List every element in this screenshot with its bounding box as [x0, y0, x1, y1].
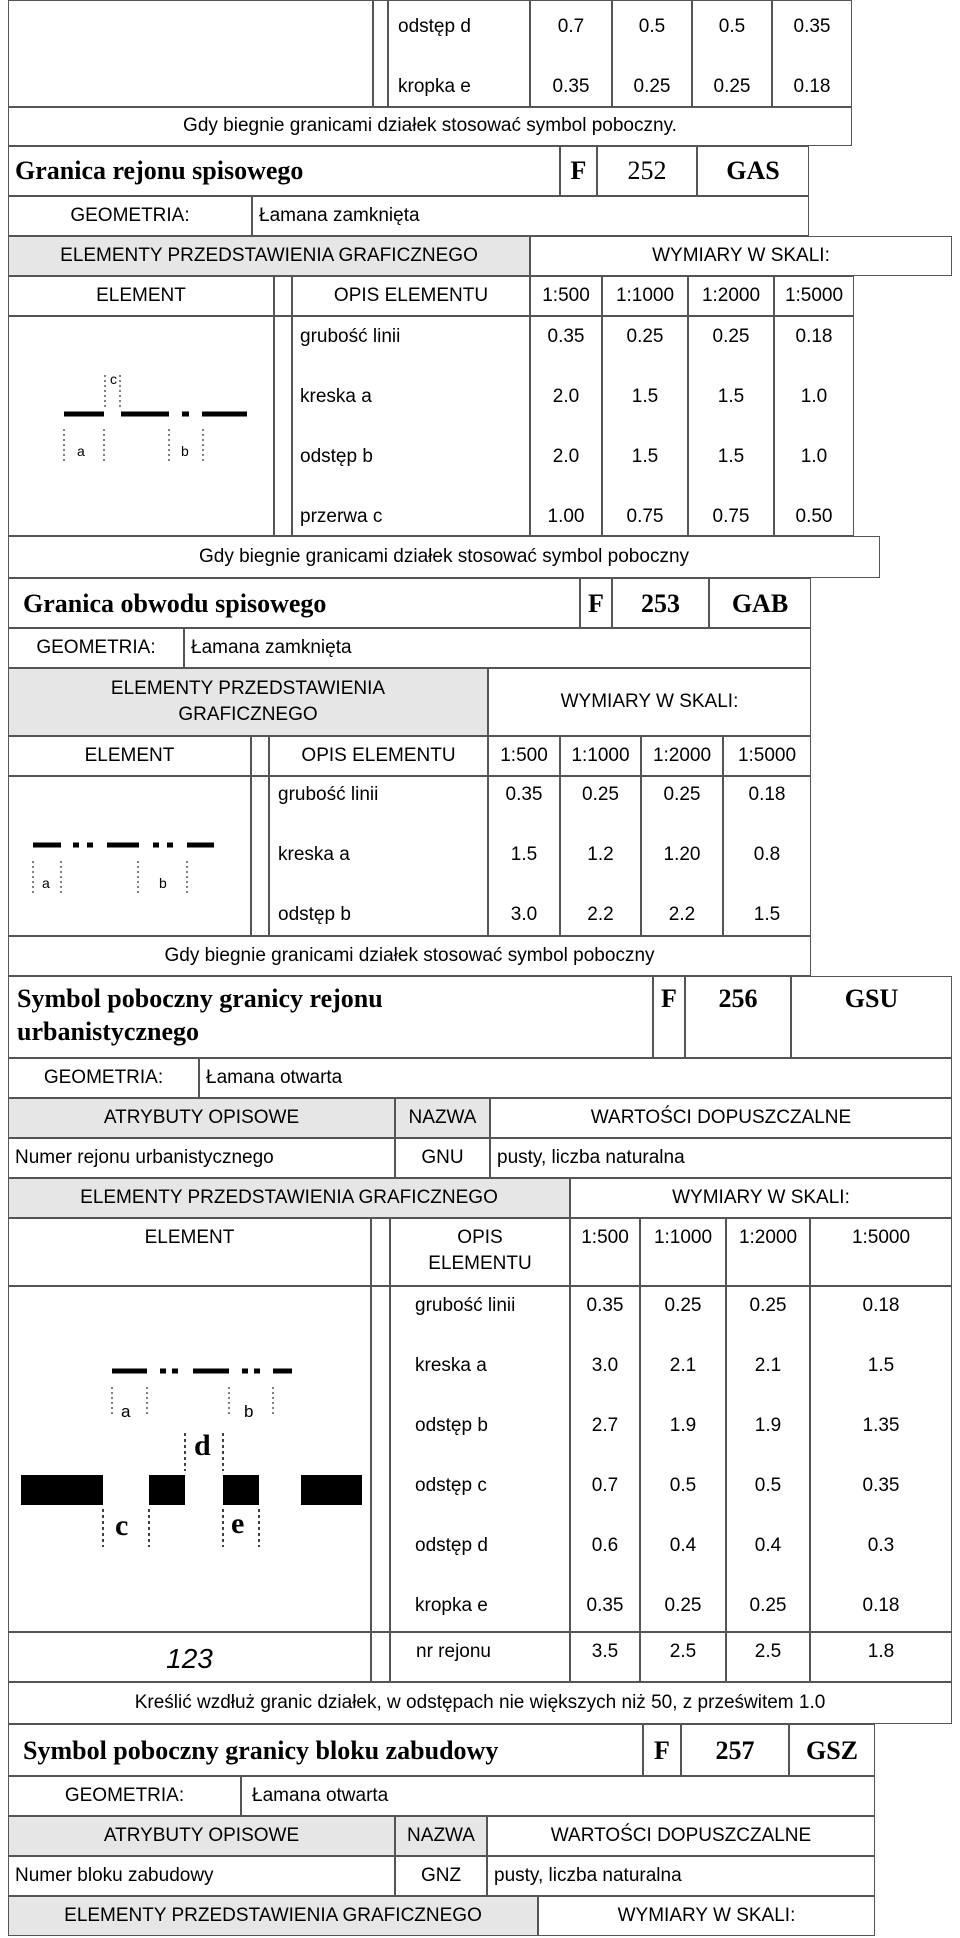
number-cell	[681, 1724, 789, 1776]
value: 1.9	[754, 1415, 782, 1436]
scale-header: WYMIARY W SKALI:	[652, 245, 830, 266]
f-cell	[653, 976, 685, 1058]
geometry-label-cell	[8, 1058, 199, 1098]
col-element-cell	[8, 276, 274, 316]
col-element-cell	[8, 736, 251, 776]
label-a: a	[42, 875, 50, 891]
attr-code-cell	[395, 1138, 490, 1178]
sample-number: 123	[166, 1643, 213, 1674]
scale-cell	[560, 736, 641, 776]
value: 0.25	[712, 326, 750, 347]
nazwa-header-cell	[395, 1098, 490, 1138]
attr-header-cell	[8, 1098, 395, 1138]
value: 0.4	[754, 1535, 782, 1556]
col-opis-cell	[390, 1218, 570, 1286]
col-element-cell	[8, 1218, 371, 1286]
spacer-cell	[274, 316, 292, 536]
note-row	[8, 1682, 952, 1724]
scale-cell	[530, 276, 602, 316]
value: 0.50	[795, 506, 833, 527]
nazwa-header-cell	[395, 1816, 487, 1856]
scale-cell	[726, 1218, 810, 1286]
row-name: kropka e	[398, 76, 471, 97]
attr-code-cell	[395, 1856, 487, 1896]
value-col	[570, 1286, 640, 1632]
geometry-value: Łamana otwarta	[206, 1067, 343, 1088]
graphic-header: ELEMENTY PRZEDSTAWIENIA GRAFICZNEGO	[80, 1187, 498, 1208]
scale-header: WYMIARY W SKALI:	[617, 1905, 796, 1926]
note-text: Gdy biegnie granicami działek stosować symbol poboczny.	[183, 115, 677, 136]
col-opis: OPIS ELEMENTU	[333, 285, 489, 306]
value: 1.5	[631, 386, 659, 407]
symbol-number: 252	[627, 156, 667, 185]
attr-values: pusty, liczba naturalna	[494, 1865, 682, 1886]
section-title: Granica rejonu spisowego	[15, 156, 304, 185]
label-b: b	[181, 443, 189, 459]
scale-cell	[488, 736, 560, 776]
scale-cell	[723, 736, 811, 776]
symbol-number: 256	[718, 984, 758, 1013]
code-cell	[697, 146, 809, 196]
f-label: F	[588, 589, 604, 618]
label-c: c	[115, 1509, 129, 1542]
value: 1.5	[631, 446, 659, 467]
value: 1.9	[669, 1415, 697, 1436]
col-element: ELEMENT	[84, 745, 175, 766]
label-a: a	[77, 443, 85, 459]
symbol-number: 257	[715, 1736, 755, 1765]
f-cell	[560, 146, 597, 196]
value: 1.5	[753, 904, 781, 925]
value-col	[640, 1286, 726, 1632]
value: 0.35	[552, 76, 590, 97]
row-name: odstęp c	[415, 1475, 487, 1496]
values-header: WARTOŚCI DOPUSZCZALNE	[550, 1825, 812, 1846]
element-graphic-cell	[8, 316, 274, 536]
spacer-cell	[371, 1286, 390, 1632]
attr-name-cell	[8, 1856, 395, 1896]
f-label: F	[570, 156, 587, 185]
value: 1.0	[800, 386, 828, 407]
scale-label: 1:500	[500, 745, 548, 766]
graphic-header-cell	[8, 1896, 538, 1936]
geometry-label: GEOMETRIA:	[70, 205, 190, 226]
value-col	[774, 316, 854, 536]
value: 3.5	[591, 1641, 619, 1662]
code-cell	[789, 1724, 875, 1776]
value: 1.2	[587, 844, 614, 865]
scale-label: 1:2000	[701, 285, 761, 306]
value: 1.5	[867, 1355, 895, 1376]
spacer-cell	[251, 736, 269, 776]
attr-header: ATRYBUTY OPISOWE	[103, 1825, 300, 1846]
col-opis-line2: ELEMENTU	[428, 1253, 532, 1274]
attr-code: GNZ	[420, 1865, 462, 1886]
label-c: c	[110, 371, 117, 387]
col-opis-cell	[292, 276, 530, 316]
value: 1.5	[717, 386, 745, 407]
geometry-value-cell	[241, 1776, 875, 1816]
attr-values: pusty, liczba naturalna	[497, 1147, 685, 1168]
element-graphic-cell	[8, 1286, 371, 1632]
geometry-value-cell	[252, 196, 809, 236]
value: 0.8	[753, 844, 781, 865]
scale-label: 1:500	[581, 1227, 629, 1248]
value-cell	[810, 1632, 952, 1682]
row-name: odstęp b	[300, 446, 373, 467]
value: 0.35	[586, 1295, 624, 1316]
note-row	[8, 536, 880, 578]
geometry-value: Łamana otwarta	[252, 1785, 389, 1806]
scale-label: 1:1000	[571, 745, 630, 766]
value: 0.7	[557, 16, 585, 37]
value: 0.75	[712, 506, 750, 527]
geometry-value-cell	[199, 1058, 952, 1098]
value: 0.18	[748, 784, 786, 805]
value: 3.0	[510, 904, 538, 925]
desc-cell	[390, 1632, 570, 1682]
attr-name-cell	[8, 1138, 395, 1178]
value-col	[726, 1286, 810, 1632]
value: 2.0	[552, 386, 580, 407]
geometry-label-cell	[8, 1776, 241, 1816]
scale-label: 1:5000	[851, 1227, 911, 1248]
value: 2.7	[591, 1415, 619, 1436]
f-label: F	[654, 1736, 670, 1765]
section-title-line1: Symbol poboczny granicy rejonu	[17, 984, 383, 1013]
row-name: przerwa c	[300, 506, 383, 527]
value: 2.2	[587, 904, 614, 925]
section-title: Granica obwodu spisowego	[23, 589, 327, 618]
scale-label: 1:1000	[653, 1227, 713, 1248]
graphic-header-cell	[8, 236, 530, 276]
attr-name: Numer rejonu urbanistycznego	[15, 1147, 274, 1168]
col-element: ELEMENT	[96, 285, 186, 306]
attr-header: ATRYBUTY OPISOWE	[103, 1107, 300, 1128]
values-header-cell	[487, 1816, 875, 1856]
value: 0.35	[586, 1595, 624, 1616]
row-name: nr rejonu	[416, 1641, 491, 1662]
scale-cell	[641, 736, 723, 776]
scale-header-cell	[530, 236, 952, 276]
row-name: odstęp b	[278, 904, 351, 925]
row-name: kropka e	[415, 1595, 488, 1616]
f-label: F	[661, 984, 677, 1013]
section-title-cell	[8, 578, 580, 628]
scale-cell	[810, 1218, 952, 1286]
code-cell	[709, 578, 811, 628]
spacer-cell	[371, 1218, 390, 1286]
note-text: Kreślić wzdłuż granic działek, w odstępach nie większych niż 50, z prześwitem 1.0	[134, 1692, 826, 1713]
value: 0.25	[713, 76, 751, 97]
row-name: odstęp d	[398, 16, 471, 37]
row-name: grubość linii	[415, 1295, 516, 1316]
number-cell	[685, 976, 791, 1058]
value: 0.3	[867, 1535, 895, 1556]
attr-code: GNU	[421, 1147, 464, 1168]
value: 0.7	[591, 1475, 619, 1496]
value-cell	[726, 1632, 810, 1682]
value: 0.25	[582, 784, 619, 805]
row-name: kreska a	[415, 1355, 487, 1376]
scale-label: 1:500	[542, 285, 590, 306]
f-cell	[643, 1724, 681, 1776]
scale-cell	[688, 276, 774, 316]
col-opis-cell	[269, 736, 488, 776]
number-cell	[612, 578, 709, 628]
col-opis: OPIS ELEMENTU	[301, 745, 456, 766]
f-cell	[580, 578, 612, 628]
scale-header: WYMIARY W SKALI:	[672, 1187, 850, 1208]
line-symbol-253	[9, 777, 252, 937]
geometry-value: Łamana zamknięta	[259, 205, 420, 226]
scale-header-cell	[538, 1896, 875, 1936]
value: 1.5	[717, 446, 745, 467]
value: 2.5	[669, 1641, 697, 1662]
section-title-line2: urbanistycznego	[17, 1017, 199, 1046]
geometry-label-cell	[8, 196, 252, 236]
graphic-header-cell	[8, 668, 488, 736]
row-name: kreska a	[278, 844, 350, 865]
desc-cell	[292, 316, 530, 536]
value: 0.35	[862, 1475, 900, 1496]
graphic-header: ELEMENTY PRZEDSTAWIENIA GRAFICZNEGO	[60, 245, 478, 266]
graphic-header: ELEMENTY PRZEDSTAWIENIA GRAFICZNEGO	[64, 1905, 482, 1926]
section-title-cell	[8, 976, 653, 1058]
number-cell	[597, 146, 697, 196]
values-header: WARTOŚCI DOPUSZCZALNE	[590, 1107, 852, 1128]
value-cell	[640, 1632, 726, 1682]
scale-label: 1:1000	[615, 285, 675, 306]
note-text: Gdy biegnie granicami działek stosować symbol poboczny	[164, 945, 655, 966]
top-spacer-cell	[373, 0, 388, 107]
value: 0.25	[749, 1295, 787, 1316]
scale-header-cell	[570, 1178, 952, 1218]
values-header-cell	[490, 1098, 952, 1138]
symbol-code: GSZ	[805, 1736, 859, 1765]
value: 0.18	[862, 1295, 900, 1316]
value: 2.2	[668, 904, 696, 925]
value: 2.0	[552, 446, 580, 467]
value: 0.25	[633, 76, 671, 97]
value: 0.4	[669, 1535, 697, 1556]
scale-header: WYMIARY W SKALI:	[560, 691, 739, 712]
row-name: kreska a	[300, 386, 372, 407]
value: 2.1	[669, 1355, 697, 1376]
scale-label: 1:2000	[738, 1227, 798, 1248]
value: 0.25	[664, 1295, 702, 1316]
scale-label: 1:5000	[784, 285, 844, 306]
graphic-header-line2: GRAFICZNEGO	[178, 704, 318, 725]
attr-name: Numer bloku zabudowy	[15, 1865, 214, 1886]
value-col	[530, 316, 602, 536]
top-element-cell	[8, 0, 373, 107]
value: 0.5	[669, 1475, 697, 1496]
value: 0.25	[626, 326, 664, 347]
graphic-header-cell	[8, 1178, 570, 1218]
label-a: a	[121, 1402, 131, 1421]
scale-label: 1:2000	[652, 745, 712, 766]
spacer-cell	[371, 1632, 390, 1682]
col-opis-line1: OPIS	[457, 1227, 503, 1248]
geometry-label: GEOMETRIA:	[43, 1067, 164, 1088]
row-name: grubość linii	[278, 784, 379, 805]
code-cell	[791, 976, 952, 1058]
label-d: d	[194, 1429, 211, 1462]
symbol-code: GAS	[726, 156, 780, 185]
scale-cell	[570, 1218, 640, 1286]
value: 0.25	[663, 784, 701, 805]
value: 1.8	[867, 1641, 895, 1662]
section-title-cell	[8, 1724, 643, 1776]
note-text: Gdy biegnie granicami działek stosować symbol poboczny	[198, 546, 690, 567]
geometry-value-cell	[184, 628, 811, 668]
value: 1.0	[800, 446, 828, 467]
scale-cell	[602, 276, 688, 316]
value: 0.75	[626, 506, 664, 527]
value: 0.5	[754, 1475, 782, 1496]
value: 0.18	[793, 76, 831, 97]
sample-number-cell	[8, 1632, 371, 1682]
element-graphic-cell	[8, 776, 251, 936]
row-name: odstęp b	[415, 1415, 488, 1436]
value: 0.35	[793, 16, 831, 37]
nazwa-header: NAZWA	[408, 1107, 477, 1128]
value-col	[810, 1286, 952, 1632]
attr-values-cell	[490, 1138, 952, 1178]
attr-header-cell	[8, 1816, 395, 1856]
geometry-value: Łamana zamknięta	[191, 637, 352, 658]
nazwa-header: NAZWA	[407, 1825, 475, 1846]
value: 1.5	[510, 844, 538, 865]
section-title-cell	[8, 146, 560, 196]
scale-cell	[640, 1218, 726, 1286]
value-col	[688, 316, 774, 536]
row-name: grubość linii	[300, 326, 401, 347]
value-col	[602, 316, 688, 536]
col-element: ELEMENT	[144, 1227, 235, 1248]
line-symbol-256	[9, 1287, 372, 1633]
graphic-header-line1: ELEMENTY PRZEDSTAWIENIA	[110, 678, 386, 699]
symbol-code: GSU	[844, 984, 899, 1013]
note-row	[8, 107, 852, 146]
spacer-cell	[274, 276, 292, 316]
label-b: b	[159, 875, 167, 891]
value: 0.18	[862, 1595, 900, 1616]
value: 0.25	[749, 1595, 787, 1616]
label-b: b	[244, 1402, 254, 1421]
section-title: Symbol poboczny granicy bloku zabudowy	[23, 1736, 499, 1765]
value: 0.5	[638, 16, 666, 37]
value: 0.18	[795, 326, 833, 347]
geometry-label: GEOMETRIA:	[64, 1785, 185, 1806]
note-row	[8, 936, 811, 976]
value: 0.25	[664, 1595, 702, 1616]
symbol-code: GAB	[731, 589, 789, 618]
value: 2.5	[754, 1641, 782, 1662]
line-symbol-252	[9, 317, 275, 537]
spacer-cell	[251, 776, 269, 936]
geometry-label-cell	[8, 628, 184, 668]
value-cell	[570, 1632, 640, 1682]
value: 1.20	[663, 844, 701, 865]
value: 1.00	[547, 506, 585, 527]
desc-cell	[390, 1286, 570, 1632]
value: 3.0	[591, 1355, 619, 1376]
row-name: odstęp d	[415, 1535, 488, 1556]
value: 0.35	[505, 784, 543, 805]
geometry-label: GEOMETRIA:	[36, 637, 156, 658]
scale-label: 1:5000	[737, 745, 797, 766]
value: 2.1	[754, 1355, 782, 1376]
scale-header-cell	[488, 668, 811, 736]
value: 0.6	[591, 1535, 619, 1556]
value: 1.35	[862, 1415, 900, 1436]
label-e: e	[231, 1507, 245, 1540]
scale-cell	[774, 276, 854, 316]
value: 0.35	[547, 326, 585, 347]
value: 0.5	[718, 16, 746, 37]
attr-values-cell	[487, 1856, 875, 1896]
symbol-number: 253	[641, 589, 680, 618]
